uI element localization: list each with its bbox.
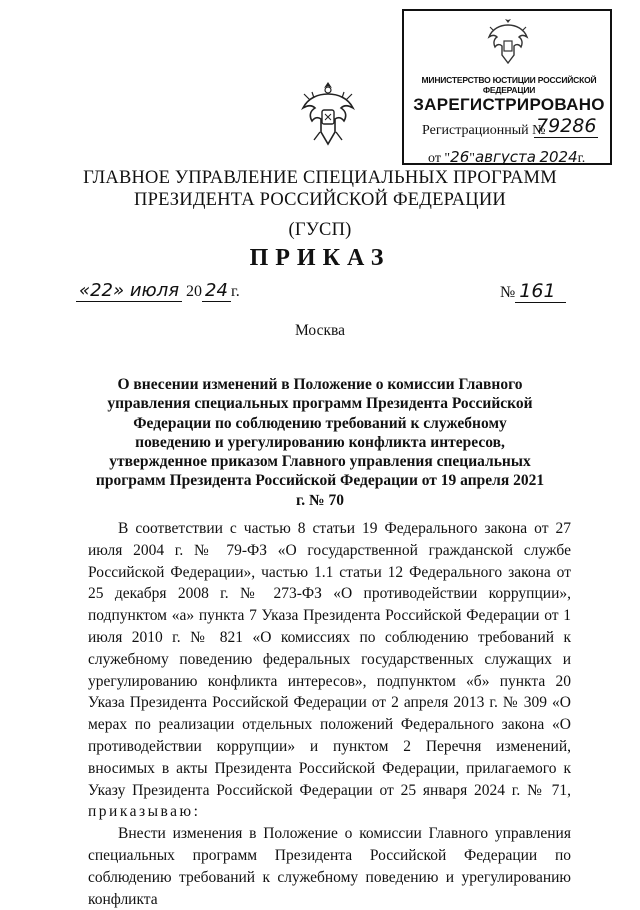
order-date: «22» июля 20 24 г.: [76, 280, 240, 301]
order-body: [88, 518, 571, 910]
order-word: приказываю:: [88, 803, 201, 821]
double-headed-eagle-icon: [486, 17, 530, 67]
stamp-reg-number: 79286: [536, 115, 597, 137]
coat-of-arms-icon: [300, 80, 356, 148]
org-short-name: (ГУСП): [288, 220, 352, 240]
paragraph-1: В соответствии с частью 8 статьи 19 Федерального закона от 27 июля 2004 г. № 79-ФЗ «О государственной гражданской службе Российской Федерации», частью 1.1 статьи 12 Федерального закона от 25 декабря 2008 г. № 273-ФЗ «О противодействии коррупции», подпунктом «а» пункта 7 Указа Президента Российской Федерации от 1 июля 2010 г. № 821 «О комиссиях по соблюдению требований к служебному поведению федеральных государственных служащих и урегулированию конфликта интересов», подпунктом «б» пункта 20 Указа Президента Российской Федерации от 2 апреля 2013 г. № 309 «О мерах по реализации отдельных положений Федерального закона «О противодействии коррупции» и пунктом 2 Перечня изменений, вносимых в акты Президента Российской Федерации, прилагаемого к Указу Президента Российской Федерации от 25 января 2024 г. № 71, приказываю:: [88, 520, 571, 821]
stamp-date: от "26"августа 2024г.: [428, 148, 586, 166]
order-date-year: 24: [202, 280, 231, 302]
stamp-date-month: августа: [474, 148, 536, 166]
order-number: № 161: [500, 280, 566, 302]
stamp-date-year: 2024: [539, 148, 578, 166]
paragraph-2: Внести изменения в Положение о комиссии Главного управления специальных программ Президента Российской Федерации по соблюдению требований к служебному поведению и урегулированию конфликта: [88, 825, 571, 908]
order-date-day: «22» июля: [76, 280, 182, 302]
stamp-ministry-name: МИНИСТЕРСТВО ЮСТИЦИИ РОССИЙСКОЙ ФЕДЕРАЦИИ: [421, 75, 597, 95]
org-name-line2: ПРЕЗИДЕНТА РОССИЙСКОЙ ФЕДЕРАЦИИ: [134, 190, 506, 210]
stamp-title: ЗАРЕГИСТРИРОВАНО: [413, 95, 605, 114]
stamp-reg-label: Регистрационный №: [422, 123, 546, 138]
order-heading: О внесении изменений в Положение о комиссии Главного управления специальных программ Президента Российской Федерации по соблюдению требований к служебному поведению и урегулированию конфликта интересов, утвержденное приказом Главного управления специальных программ Президента Российской Федерации от 19 апреля 2021 г. № 70: [95, 376, 545, 509]
document-type-title: ПРИКАЗ: [249, 245, 391, 271]
org-name-line1: ГЛАВНОЕ УПРАВЛЕНИЕ СПЕЦИАЛЬНЫХ ПРОГРАММ: [83, 168, 557, 188]
city: Москва: [295, 322, 345, 339]
stamp-date-day: 26: [450, 148, 470, 166]
order-number-value: 161: [515, 280, 565, 303]
registration-stamp: [402, 9, 612, 165]
